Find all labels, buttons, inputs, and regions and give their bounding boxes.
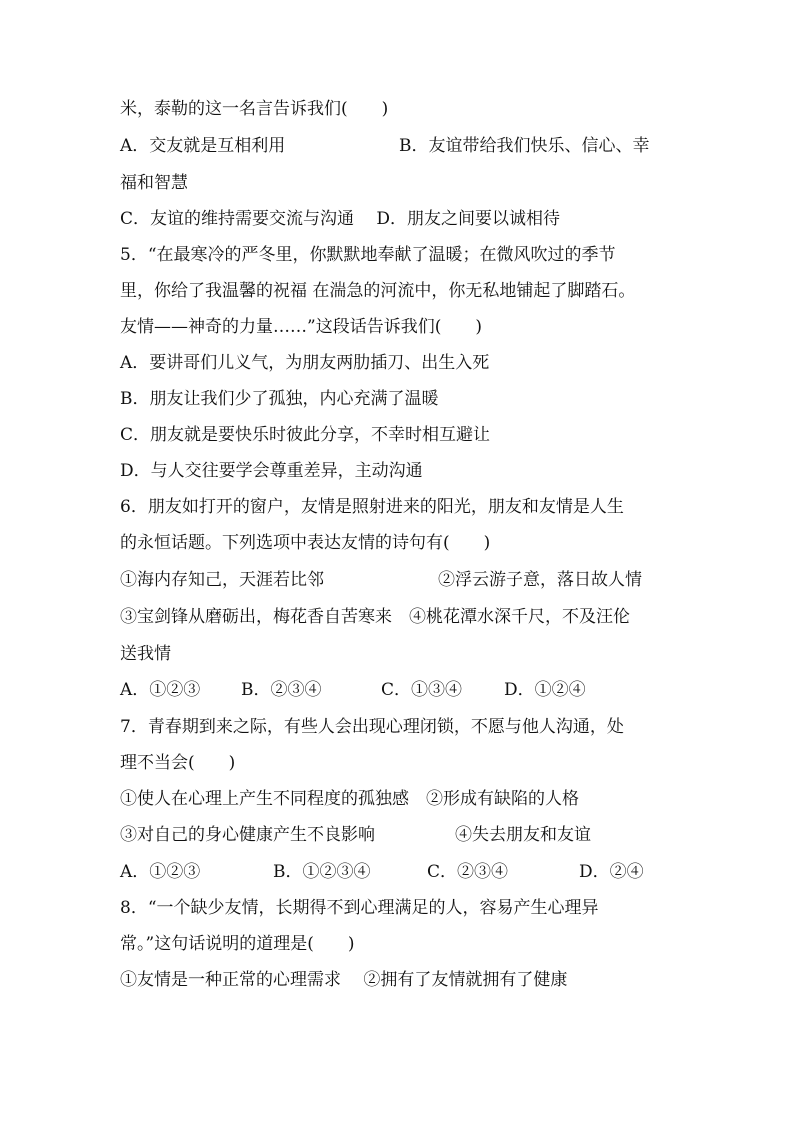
q7-statements-row-1: ①使人在心理上产生不同程度的孤独感 ②形成有缺陷的人格 (120, 789, 579, 809)
q6-statement-4-wrap: 送我情 (120, 644, 171, 664)
q5-option-c: C．朋友就是要快乐时彼此分享，不幸时相互避让 (120, 425, 491, 445)
question-6-stem: 6．朋友如打开的窗户，友情是照射进来的阳光，朋友和友情是人生 (120, 497, 624, 517)
q5-option-d: D．与人交往要学会尊重差异，主动沟通 (120, 461, 423, 481)
q4-option-a: A．交友就是互相利用 (120, 136, 286, 156)
q6-option-b: B．②③④ (241, 680, 322, 700)
question-8-stem: 8．“一个缺少友情，长期得不到心理满足的人，容易产生心理异 (120, 898, 599, 918)
question-7-stem-2: 理不当会( ) (120, 753, 236, 773)
q6-option-a: A．①②③ (120, 680, 201, 700)
question-8-stem-2: 常。”这句话说明的道理是( ) (120, 934, 355, 954)
question-6-stem-2: 的永恒话题。下列选项中表达友情的诗句有( ) (120, 533, 491, 553)
question-4-options-row-2: C．友谊的维持需要交流与沟通 D．朋友之间要以诚相待 (120, 209, 561, 229)
q7-option-b: B．①②③④ (273, 862, 371, 882)
question-5-stem-2: 里，你给了我温馨的祝福 在湍急的河流中，你无私地铺起了脚踏石。 (120, 281, 636, 301)
q6-statements-row-2: ③宝剑锋从磨砺出，梅花香自苦寒来 ④桃花潭水深千尺，不及汪伦 (120, 607, 630, 627)
q7-option-c: C．②③④ (427, 862, 509, 882)
q7-statement-4: ④失去朋友和友谊 (455, 825, 591, 845)
q6-option-c: C．①③④ (381, 680, 463, 700)
question-4-stem-end: 米，泰勒的这一名言告诉我们( ) (120, 99, 389, 119)
q5-option-b: B．朋友让我们少了孤独，内心充满了温暖 (120, 389, 439, 409)
q5-option-a: A．要讲哥们儿义气，为朋友两肋插刀、出生入死 (120, 353, 490, 373)
q4-option-b: B．友谊带给我们快乐、信心、幸 (399, 136, 650, 156)
q7-statement-3: ③对自己的身心健康产生不良影响 (120, 825, 375, 845)
q6-statement-1: ①海内存知己，天涯若比邻 (120, 570, 324, 590)
q4-option-b-wrap: 福和智慧 (120, 173, 188, 193)
q6-option-d: D．①②④ (504, 680, 586, 700)
q7-option-a: A．①②③ (120, 862, 201, 882)
q8-statements-row-1: ①友情是一种正常的心理需求 ②拥有了友情就拥有了健康 (120, 970, 568, 990)
q7-option-d: D．②④ (579, 862, 644, 882)
question-7-stem: 7．青春期到来之际，有些人会出现心理闭锁，不愿与他人沟通，处 (120, 717, 624, 737)
q6-statement-2: ②浮云游子意，落日故人情 (438, 570, 642, 590)
question-5-stem-3: 友情——神奇的力量……”这段话告诉我们( ) (120, 317, 482, 337)
question-5-stem: 5．“在最寒冷的严冬里，你默默地奉献了温暖；在微风吹过的季节 (120, 245, 616, 265)
